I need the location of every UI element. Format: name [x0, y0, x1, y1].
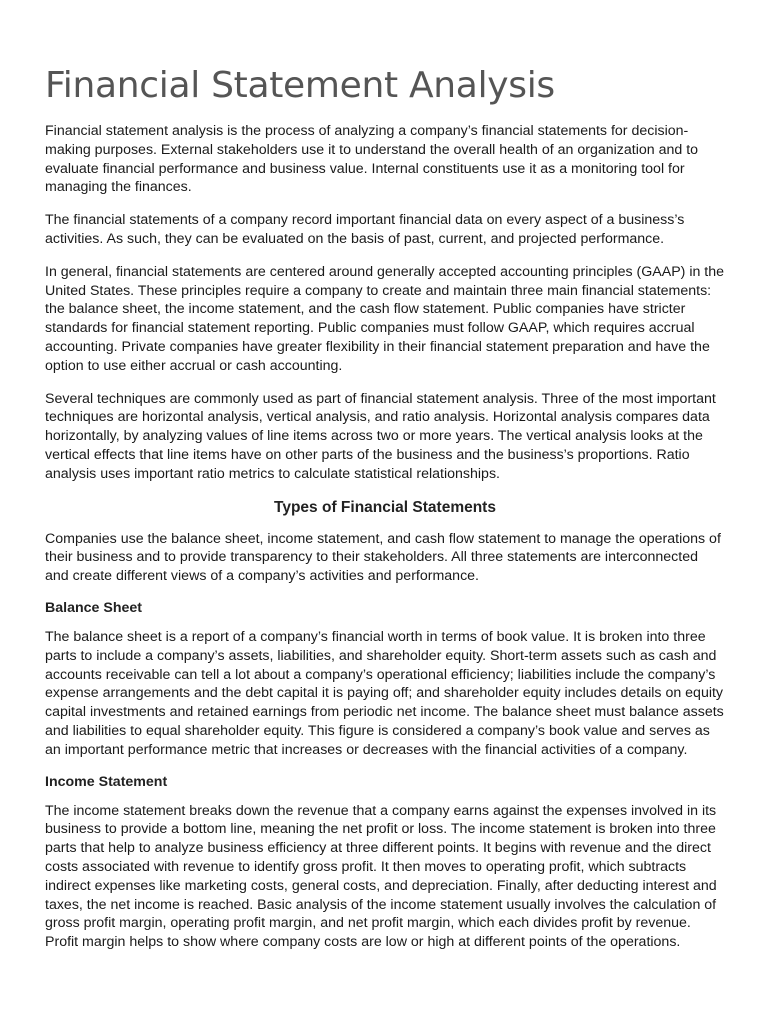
page-title: Financial Statement Analysis — [45, 65, 555, 106]
intro-paragraph-4: Several techniques are commonly used as part of financial statement analysis. Three of the most important techniques are horizontal analysis, vertical analysis, and ratio analysis. Horizontal analysis compares data horizontally, by analyzing values of line items across two or more years. The vertical analysis looks at the vertical effects that line items have on other parts of the business and the business’s proportions. Ratio analysis uses important ratio metrics to calculate statistical relationships. — [45, 390, 716, 482]
subheading-income-statement: Income Statement — [45, 773, 168, 790]
document-page — [45, 0, 725, 952]
intro-paragraph-1: Financial statement analysis is the process of analyzing a company’s financial statements for decision-making purposes. External stakeholders use it to understand the overall health of an organization and to evaluate financial performance and business value. Internal constituents use it as a monitoring tool for managing the finances. — [45, 123, 699, 196]
subheading-balance-sheet: Balance Sheet — [45, 599, 142, 616]
intro-paragraph-3: In general, financial statements are centered around generally accepted accounting principles (GAAP) in the United States. These principles require a company to create and maintain three main financial statements: the balance sheet, the income statement, and the cash flow statement. Public companies have stricter standards for financial statement reporting. Public companies must follow GAAP, which requires accrual accounting. Private companies have greater flexibility in their financial statement preparation and have the option to use either accrual or cash accounting. — [45, 263, 725, 374]
income-statement-paragraph: The income statement breaks down the revenue that a company earns against the expenses involved in its business to provide a bottom line, meaning the net profit or loss. The income statement is broken into three parts that help to analyze business efficiency at three different points. It begins with revenue and the direct costs associated with revenue to identify gross profit. It then moves to operating profit, which subtracts indirect expenses like marketing costs, general costs, and depreciation. Finally, after deducting interest and taxes, the net income is reached. Basic analysis of the income statement usually involves the calculation of gross profit margin, operating profit margin, and net profit margin, which each divides profit by revenue. Profit margin helps to show where company costs are low or high at different points of the operations. — [45, 802, 717, 951]
intro-paragraph-2: The financial statements of a company record important financial data on every aspect of a business’s activities. As such, they can be evaluated on the basis of past, current, and projected performance. — [45, 212, 685, 247]
section-heading-types: Types of Financial Statements — [274, 498, 496, 516]
types-intro-paragraph: Companies use the balance sheet, income statement, and cash flow statement to manage the operations of their business and to provide transparency to their stakeholders. All three statements are interconnected and create different views of a company’s activities and performance. — [45, 530, 721, 585]
balance-sheet-paragraph: The balance sheet is a report of a company’s financial worth in terms of book value. It is broken into three parts to include a company’s assets, liabilities, and shareholder equity. Short-term assets such as cash and accounts receivable can tell a lot about a company’s operational efficiency; liabilities include the company’s expense arrangements and the debt capital it is paying off; and shareholder equity includes details on equity capital investments and retained earnings from periodic net income. The balance sheet must balance assets and liabilities to equal shareholder equity. This figure is considered a company’s book value and serves as an important performance metric that increases or decreases with the financial activities of a company. — [45, 628, 724, 758]
